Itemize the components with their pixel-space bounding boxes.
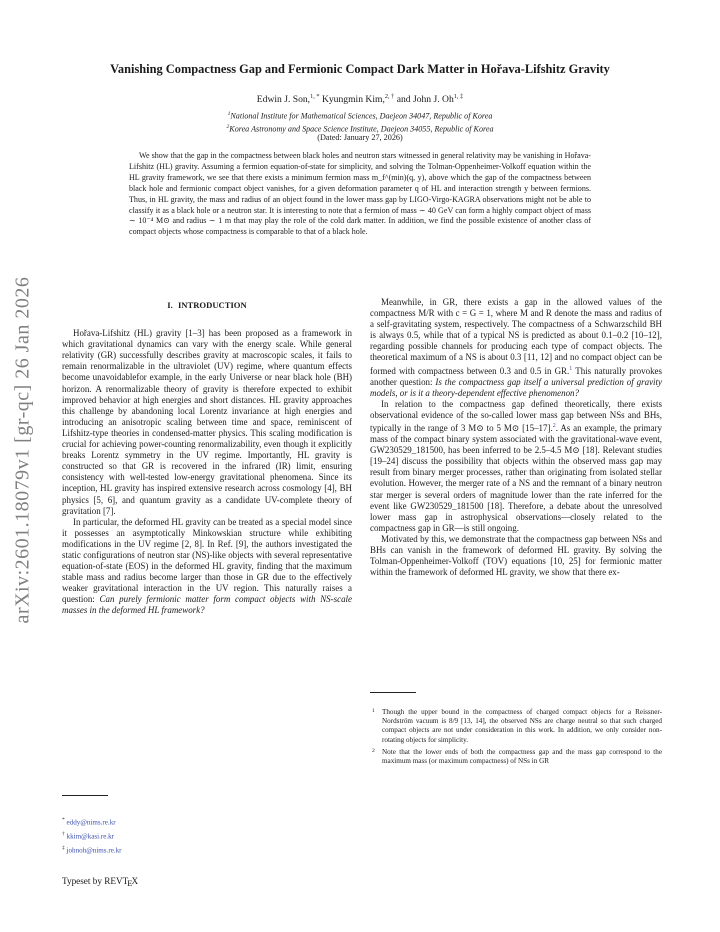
paragraph-text: In relation to the compactness gap defined theoretically, there exists observational evidence of the so-called lower mass gap between NSs and BHs, typically in the range of 3 M⊙ to 5 M⊙ [15–17]. xyxy=(370,398,662,433)
section-heading xyxy=(62,300,352,311)
intro-paragraph-4 xyxy=(370,399,662,534)
intro-paragraph-2 xyxy=(62,517,352,617)
paper-title: Vanishing Compactness Gap and Fermionic Compact Dark Matter in Hořava-Lifshitz Gravity xyxy=(110,62,610,76)
affiliation xyxy=(60,109,660,122)
author-mark: 1, ‡ xyxy=(453,93,464,100)
email-link[interactable]: kkim@kasi.re.kr xyxy=(66,832,115,841)
email-mark: ‡ xyxy=(62,845,65,852)
affiliation-mark: 1 xyxy=(227,111,231,117)
email-item xyxy=(62,829,122,843)
research-question: Can purely fermionic matter form compact objects with NS-scale masses in the deformed HL framework? xyxy=(62,594,352,616)
affiliation-text: Korea Astronomy and Space Science Institute, Daejeon 34055, Republic of Korea xyxy=(229,124,494,134)
footnote-mark: 2 xyxy=(372,747,375,754)
section-title: INTRODUCTION xyxy=(177,300,247,310)
email-link[interactable]: eddy@nims.re.kr xyxy=(66,818,116,827)
footnotes xyxy=(370,708,662,769)
affiliations xyxy=(60,109,660,134)
email-mark: † xyxy=(62,831,65,838)
footnote-text: Though the upper bound in the compactness of charged compact objects for a Reissner-Nordström vacuum is 8/9 [13, 14], the observed NSs are charge neutral so that such charged compact objects are not under consideration in this work. In addition, we only consider non-rotating objects for simplicity. xyxy=(382,708,662,744)
paragraph-text: This naturally provokes another question: xyxy=(370,365,662,387)
author-name: Edwin J. Son, xyxy=(256,94,311,106)
email-link[interactable]: johnoh@nims.re.kr xyxy=(66,846,122,855)
paragraph-text: In particular, the deformed HL gravity can be treated as a special model since it possesses an asymptotically Minkowskian structure while exhibiting modifications in the UV regime [2, 8]. In Ref. [9], the authors investigated the static configurations of neutron star (NS)-like objects with several representative equation-of-state (EOS) in the deformed HL gravity, finding that the maximum stable mass and radius become larger than those in GR due to the effectively weaker gravitational interaction in the UV region. This naturally raises a question: xyxy=(62,516,352,605)
author-mark: 1, * xyxy=(310,93,320,100)
author-name: and John J. Oh xyxy=(396,94,454,106)
affiliation-mark: 2 xyxy=(226,123,230,130)
paragraph-text: . As an example, the primary mass of the compact binary system associated with the gravitational-wave event, GW230529_181500, has been inferred to be 2.5–4.5 M⊙ [18]. Relevant studies [19–24] discuss the possibility that objects within the observed mass gap may result from binary merger processes, rather than originating from isolated stellar evolution. However, the merger rate of a NS and the remnant of a binary neutron star merger is several orders of magnitude lower than the rate inferred for the event like GW230529_181500 [18]. Therefore, a debate about the unresolved lower mass gap in astrophysical observations—closely related to the compactness gap in GR—is still ongoing. xyxy=(370,423,662,533)
footnote-ref-1[interactable]: 1 xyxy=(569,365,573,372)
footnote-mark: 1 xyxy=(372,708,375,714)
arxiv-watermark xyxy=(6,190,40,710)
right-column xyxy=(370,297,662,578)
abstract: We show that the gap in the compactness between black holes and neutron stars witnessed in general relativity may be vanishing in Hořava-Lifshitz (HL) gravity. Assuming a fermion equation-of-state for simplicity, and solving the Tolman-Oppenheimer-Volkoff equation within the HL gravity framework, we see that there exists a minimum fermion mass m_f^(min)(q, y), above which the gap of the compactness between black hole and fermionic compact object vanishes, for a given deformation parameter q of HL and interaction strength y between fermions. Thus, in HL gravity, the mass and radius of an object found in the lower mass gap by LIGO-Virgo-KAGRA observations might not be able to classify it as a black hole or a neutron star. It is interesting to note that a fermion of mass ∼ 40 GeV can form a highly compact object of mass ∼ 10⁻⁴ M⊙ and radius ∼ 1 m that may play the role of the cold dark matter. In addition, we find the possible existence of another class of compact objects whose compactness is comparable to that of a black hole. xyxy=(129,151,591,237)
footnote xyxy=(370,708,662,745)
author-list xyxy=(60,93,660,105)
email-mark: * xyxy=(62,817,65,823)
footnote xyxy=(370,748,662,766)
arxiv-identifier: arXiv:2601.18079v1 [gr-qc] 26 Jan 2026 xyxy=(11,276,34,624)
section-number: I. xyxy=(167,300,173,310)
research-question: Is the compactness gap itself a universal prediction of gravity models, or is it a theory-dependent effective phenomenon? xyxy=(370,376,662,398)
email-list xyxy=(62,815,122,857)
intro-paragraph-5: Motivated by this, we demonstrate that the compactness gap between NSs and BHs can vanish in the framework of deformed HL gravity. By solving the Tolman-Oppenheimer-Volkoff (TOV) equations [10, 25] for fermionic matter within the framework of deformed HL gravity, we show that there ex- xyxy=(370,533,662,578)
intro-paragraph-1: Hořava-Lifshitz (HL) gravity [1–3] has been proposed as a framework in which gravitational dynamics can vary with the energy scale. While general relativity (GR) successfully describes gravity at macroscopic scales, it fails to remain renormalizable in the ultraviolet (UV) regime, where quantum effects become unavoidablefor example, in the early Universe or near black hole (BH) horizon. A renormalizable theory of gravity is therefore expected to exhibit improved behavior at high energies and short distances. HL gravity approaches this challenge by abandoning local Lorentz invariance at high energies and introducing an anisotropic scaling between time and space, reminiscent of Lifshitz-type theories in condensed-matter physics. This scaling modification is crucial for achieving power-counting renormalizability, even though it explicitly breaks Lorentz symmetry in the UV regime. Importantly, HL gravity is constructed so that GR is recovered in the infrared (IR) limit, ensuring consistency with well-tested low-energy gravitational phenomena. Since its inception, HL gravity has inspired extensive research across cosmology [4], BH physics [5, 6], and quantum gravity as a candidate UV-complete theory of gravitation [7]. xyxy=(62,328,352,516)
left-column xyxy=(62,300,352,617)
dated-line: (Dated: January 27, 2026) xyxy=(317,133,403,142)
footnote-divider xyxy=(62,795,108,796)
email-item xyxy=(62,815,122,829)
paragraph-text: Meanwhile, in GR, there exists a gap in the allowed values of the compactness M/R with c = G = 1, where M and R denote the mass and radius of a self-gravitating system, respectively. The compactness of a Schwarzschild BH is always 0.5, while that of a typical NS is predicted as about 0.1–0.2 [10–12], regarding possible channels for producing each type of compact objects. The theoretical maximum of a NS is about 0.3 [11, 12] and no compact object can be formed with compactness between 0.3 and 0.5 in GR. xyxy=(370,297,662,376)
author-name: Kyungmin Kim, xyxy=(321,94,385,106)
author-mark: 2, † xyxy=(384,93,395,100)
affiliation-text: National Institute for Mathematical Sciences, Daejeon 34047, Republic of Korea xyxy=(230,111,493,121)
footnote-ref-2[interactable]: 2 xyxy=(552,423,556,430)
typeset-prefix: Typeset by REVT xyxy=(62,876,129,886)
typeset-note xyxy=(62,876,138,886)
email-item xyxy=(62,843,122,857)
intro-paragraph-3 xyxy=(370,297,662,399)
footnote-text: Note that the lower ends of both the compactness gap and the mass gap correspond to the maximum mass (or maximum compactness) of NSs in GR xyxy=(382,747,662,766)
typeset-e: E xyxy=(127,878,133,888)
typeset-suffix: X xyxy=(131,876,139,886)
footnote-divider xyxy=(370,692,416,693)
